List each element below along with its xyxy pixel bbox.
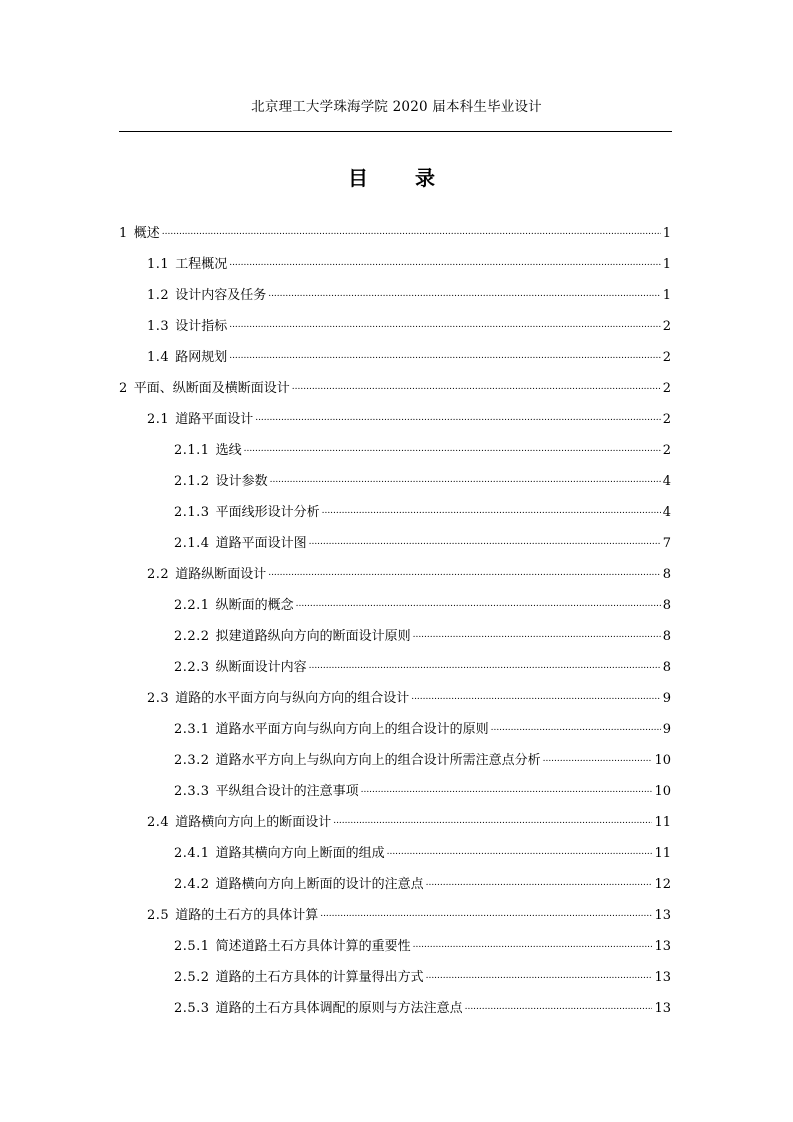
toc-entry-number: 2.5.1 xyxy=(174,939,210,954)
toc-entry-page: 2 xyxy=(662,350,671,365)
toc-entry-title: 道路横向方向上的断面设计 xyxy=(175,815,332,830)
toc-entry-number: 2.5.2 xyxy=(174,970,210,985)
toc-entry[interactable] xyxy=(119,284,671,315)
toc-entry-title: 纵断面的概念 xyxy=(215,598,294,613)
toc-entry[interactable] xyxy=(119,377,671,408)
toc-entry-number: 2.4.1 xyxy=(174,846,210,861)
toc-entry-page: 13 xyxy=(654,908,671,923)
toc-leader-dots xyxy=(322,502,661,517)
toc-entry[interactable] xyxy=(119,222,671,253)
toc-entry-title: 平面线形设计分析 xyxy=(215,505,320,520)
toc-entry-title: 道路横向方向上断面的设计的注意点 xyxy=(215,877,424,892)
toc-leader-dots xyxy=(292,378,661,393)
toc-entry[interactable] xyxy=(119,439,671,470)
toc-entry[interactable] xyxy=(119,935,671,966)
toc-entry-number: 2.4 xyxy=(147,815,170,830)
toc-leader-dots xyxy=(162,223,661,238)
toc-leader-dots xyxy=(361,781,653,796)
toc-entry-page: 13 xyxy=(654,1001,671,1016)
toc-leader-dots xyxy=(387,843,653,858)
toc-entry-number: 2.2 xyxy=(147,567,170,582)
toc-entry[interactable] xyxy=(119,997,671,1028)
toc-entry[interactable] xyxy=(119,811,671,842)
toc-entry[interactable] xyxy=(119,501,671,532)
toc-entry-number: 2.5 xyxy=(147,908,170,923)
toc-entry-number: 2.1.3 xyxy=(174,505,210,520)
toc-entry-page: 4 xyxy=(662,505,671,520)
toc-entry[interactable] xyxy=(119,780,671,811)
toc-entry[interactable] xyxy=(119,408,671,439)
page-header: 北京理工大学珠海学院 2020 届本科生毕业设计 xyxy=(251,99,542,115)
toc-leader-dots xyxy=(426,874,653,889)
toc-leader-dots xyxy=(413,626,661,641)
toc-entry-page: 8 xyxy=(662,567,671,582)
toc-leader-dots xyxy=(229,254,661,269)
toc-entry-number: 2.3.3 xyxy=(174,784,210,799)
toc-entry-page: 10 xyxy=(654,784,671,799)
toc-entry-title: 简述道路土石方具体计算的重要性 xyxy=(215,939,411,954)
toc-leader-dots xyxy=(296,595,661,610)
toc-leader-dots xyxy=(270,471,661,486)
toc-leader-dots xyxy=(543,750,653,765)
toc-entry-number: 2 xyxy=(119,381,128,396)
toc-entry[interactable] xyxy=(119,253,671,284)
toc-entry-number: 2.4.2 xyxy=(174,877,210,892)
toc-entry-number: 2.2.1 xyxy=(174,598,210,613)
toc-entry-page: 12 xyxy=(654,877,671,892)
toc-leader-dots xyxy=(244,440,661,455)
toc-entry-number: 1.2 xyxy=(147,288,170,303)
toc-entry-page: 2 xyxy=(662,443,671,458)
toc-entry-title: 设计参数 xyxy=(215,474,268,489)
toc-leader-dots xyxy=(255,409,661,424)
toc-entry-page: 2 xyxy=(662,319,671,334)
toc-entry-number: 1.1 xyxy=(147,257,170,272)
toc-entry-title: 设计指标 xyxy=(175,319,228,334)
toc-entry-title: 道路纵断面设计 xyxy=(175,567,267,582)
toc-entry-page: 2 xyxy=(662,381,671,396)
toc-entry-number: 2.1.4 xyxy=(174,536,210,551)
toc-entry-title: 概述 xyxy=(133,226,160,241)
toc-entry-number: 2.1.1 xyxy=(174,443,210,458)
toc-entry-number: 2.2.3 xyxy=(174,660,210,675)
toc-leader-dots xyxy=(426,967,653,982)
toc-entry-number: 2.1 xyxy=(147,412,170,427)
header-rule xyxy=(119,131,672,132)
toc-entry-title: 道路的土石方具体的计算量得出方式 xyxy=(215,970,424,985)
toc-entry-page: 2 xyxy=(662,412,671,427)
toc-entry-page: 4 xyxy=(662,474,671,489)
toc-entry-page: 13 xyxy=(654,939,671,954)
toc-entry[interactable] xyxy=(119,904,671,935)
toc-entry-title: 平面、纵断面及横断面设计 xyxy=(133,381,290,396)
toc-entry-page: 8 xyxy=(662,598,671,613)
toc-leader-dots xyxy=(309,657,661,672)
toc-entry-number: 1 xyxy=(119,226,128,241)
toc-entry[interactable] xyxy=(119,470,671,501)
toc-entry-title: 拟建道路纵向方向的断面设计原则 xyxy=(215,629,411,644)
toc-entry-number: 1.4 xyxy=(147,350,170,365)
table-of-contents xyxy=(119,222,671,1028)
toc-entry-title: 道路平面设计 xyxy=(175,412,254,427)
toc-leader-dots xyxy=(268,564,661,579)
toc-entry[interactable] xyxy=(119,625,671,656)
toc-entry-page: 10 xyxy=(654,753,671,768)
toc-entry-title: 道路水平方向上与纵向方向上的组合设计所需注意点分析 xyxy=(215,753,541,768)
toc-entry-number: 2.1.2 xyxy=(174,474,210,489)
toc-entry-number: 2.3 xyxy=(147,691,170,706)
toc-leader-dots xyxy=(333,812,652,827)
toc-entry-page: 11 xyxy=(654,815,671,830)
toc-entry-page: 8 xyxy=(662,660,671,675)
toc-entry-page: 9 xyxy=(662,722,671,737)
toc-entry[interactable] xyxy=(119,842,671,873)
toc-entry-page: 1 xyxy=(662,257,671,272)
toc-entry-title: 平纵组合设计的注意事项 xyxy=(215,784,359,799)
toc-entry[interactable] xyxy=(119,656,671,687)
toc-entry[interactable] xyxy=(119,718,671,749)
toc-entry-title: 道路水平面方向与纵向方向上的组合设计的原则 xyxy=(215,722,489,737)
toc-entry[interactable] xyxy=(119,687,671,718)
toc-entry[interactable] xyxy=(119,966,671,997)
toc-leader-dots xyxy=(491,719,661,734)
toc-entry-page: 7 xyxy=(662,536,671,551)
toc-entry-number: 2.3.1 xyxy=(174,722,210,737)
toc-entry[interactable] xyxy=(119,532,671,563)
toc-entry[interactable] xyxy=(119,315,671,346)
toc-leader-dots xyxy=(320,905,652,920)
toc-entry[interactable] xyxy=(119,563,671,594)
toc-leader-dots xyxy=(229,347,661,362)
toc-entry-title: 道路的土石方具体调配的原则与方法注意点 xyxy=(215,1001,463,1016)
toc-entry-title: 纵断面设计内容 xyxy=(215,660,307,675)
toc-entry[interactable] xyxy=(119,594,671,625)
toc-entry-page: 1 xyxy=(662,288,671,303)
toc-entry-title: 道路的土石方的具体计算 xyxy=(175,908,319,923)
toc-entry-number: 1.3 xyxy=(147,319,170,334)
toc-leader-dots xyxy=(229,316,661,331)
toc-entry-page: 1 xyxy=(662,226,671,241)
toc-leader-dots xyxy=(268,285,661,300)
toc-entry-page: 8 xyxy=(662,629,671,644)
toc-entry-page: 13 xyxy=(654,970,671,985)
toc-entry-title: 路网规划 xyxy=(175,350,228,365)
toc-entry-number: 2.3.2 xyxy=(174,753,210,768)
toc-entry-page: 11 xyxy=(654,846,671,861)
toc-entry[interactable] xyxy=(119,749,671,780)
toc-leader-dots xyxy=(465,998,653,1013)
toc-entry-number: 2.5.3 xyxy=(174,1001,210,1016)
toc-entry-title: 工程概况 xyxy=(175,257,228,272)
toc-entry-title: 选线 xyxy=(215,443,242,458)
toc-leader-dots xyxy=(309,533,661,548)
toc-entry-title: 道路的水平面方向与纵向方向的组合设计 xyxy=(175,691,410,706)
toc-entry-title: 道路其横向方向上断面的组成 xyxy=(215,846,385,861)
toc-entry-title: 道路平面设计图 xyxy=(215,536,307,551)
toc-entry[interactable] xyxy=(119,873,671,904)
toc-leader-dots xyxy=(413,936,653,951)
toc-entry-page: 9 xyxy=(662,691,671,706)
toc-title: 目 录 xyxy=(348,166,455,190)
toc-entry[interactable] xyxy=(119,346,671,377)
toc-entry-title: 设计内容及任务 xyxy=(175,288,267,303)
toc-entry-number: 2.2.2 xyxy=(174,629,210,644)
toc-leader-dots xyxy=(411,688,661,703)
